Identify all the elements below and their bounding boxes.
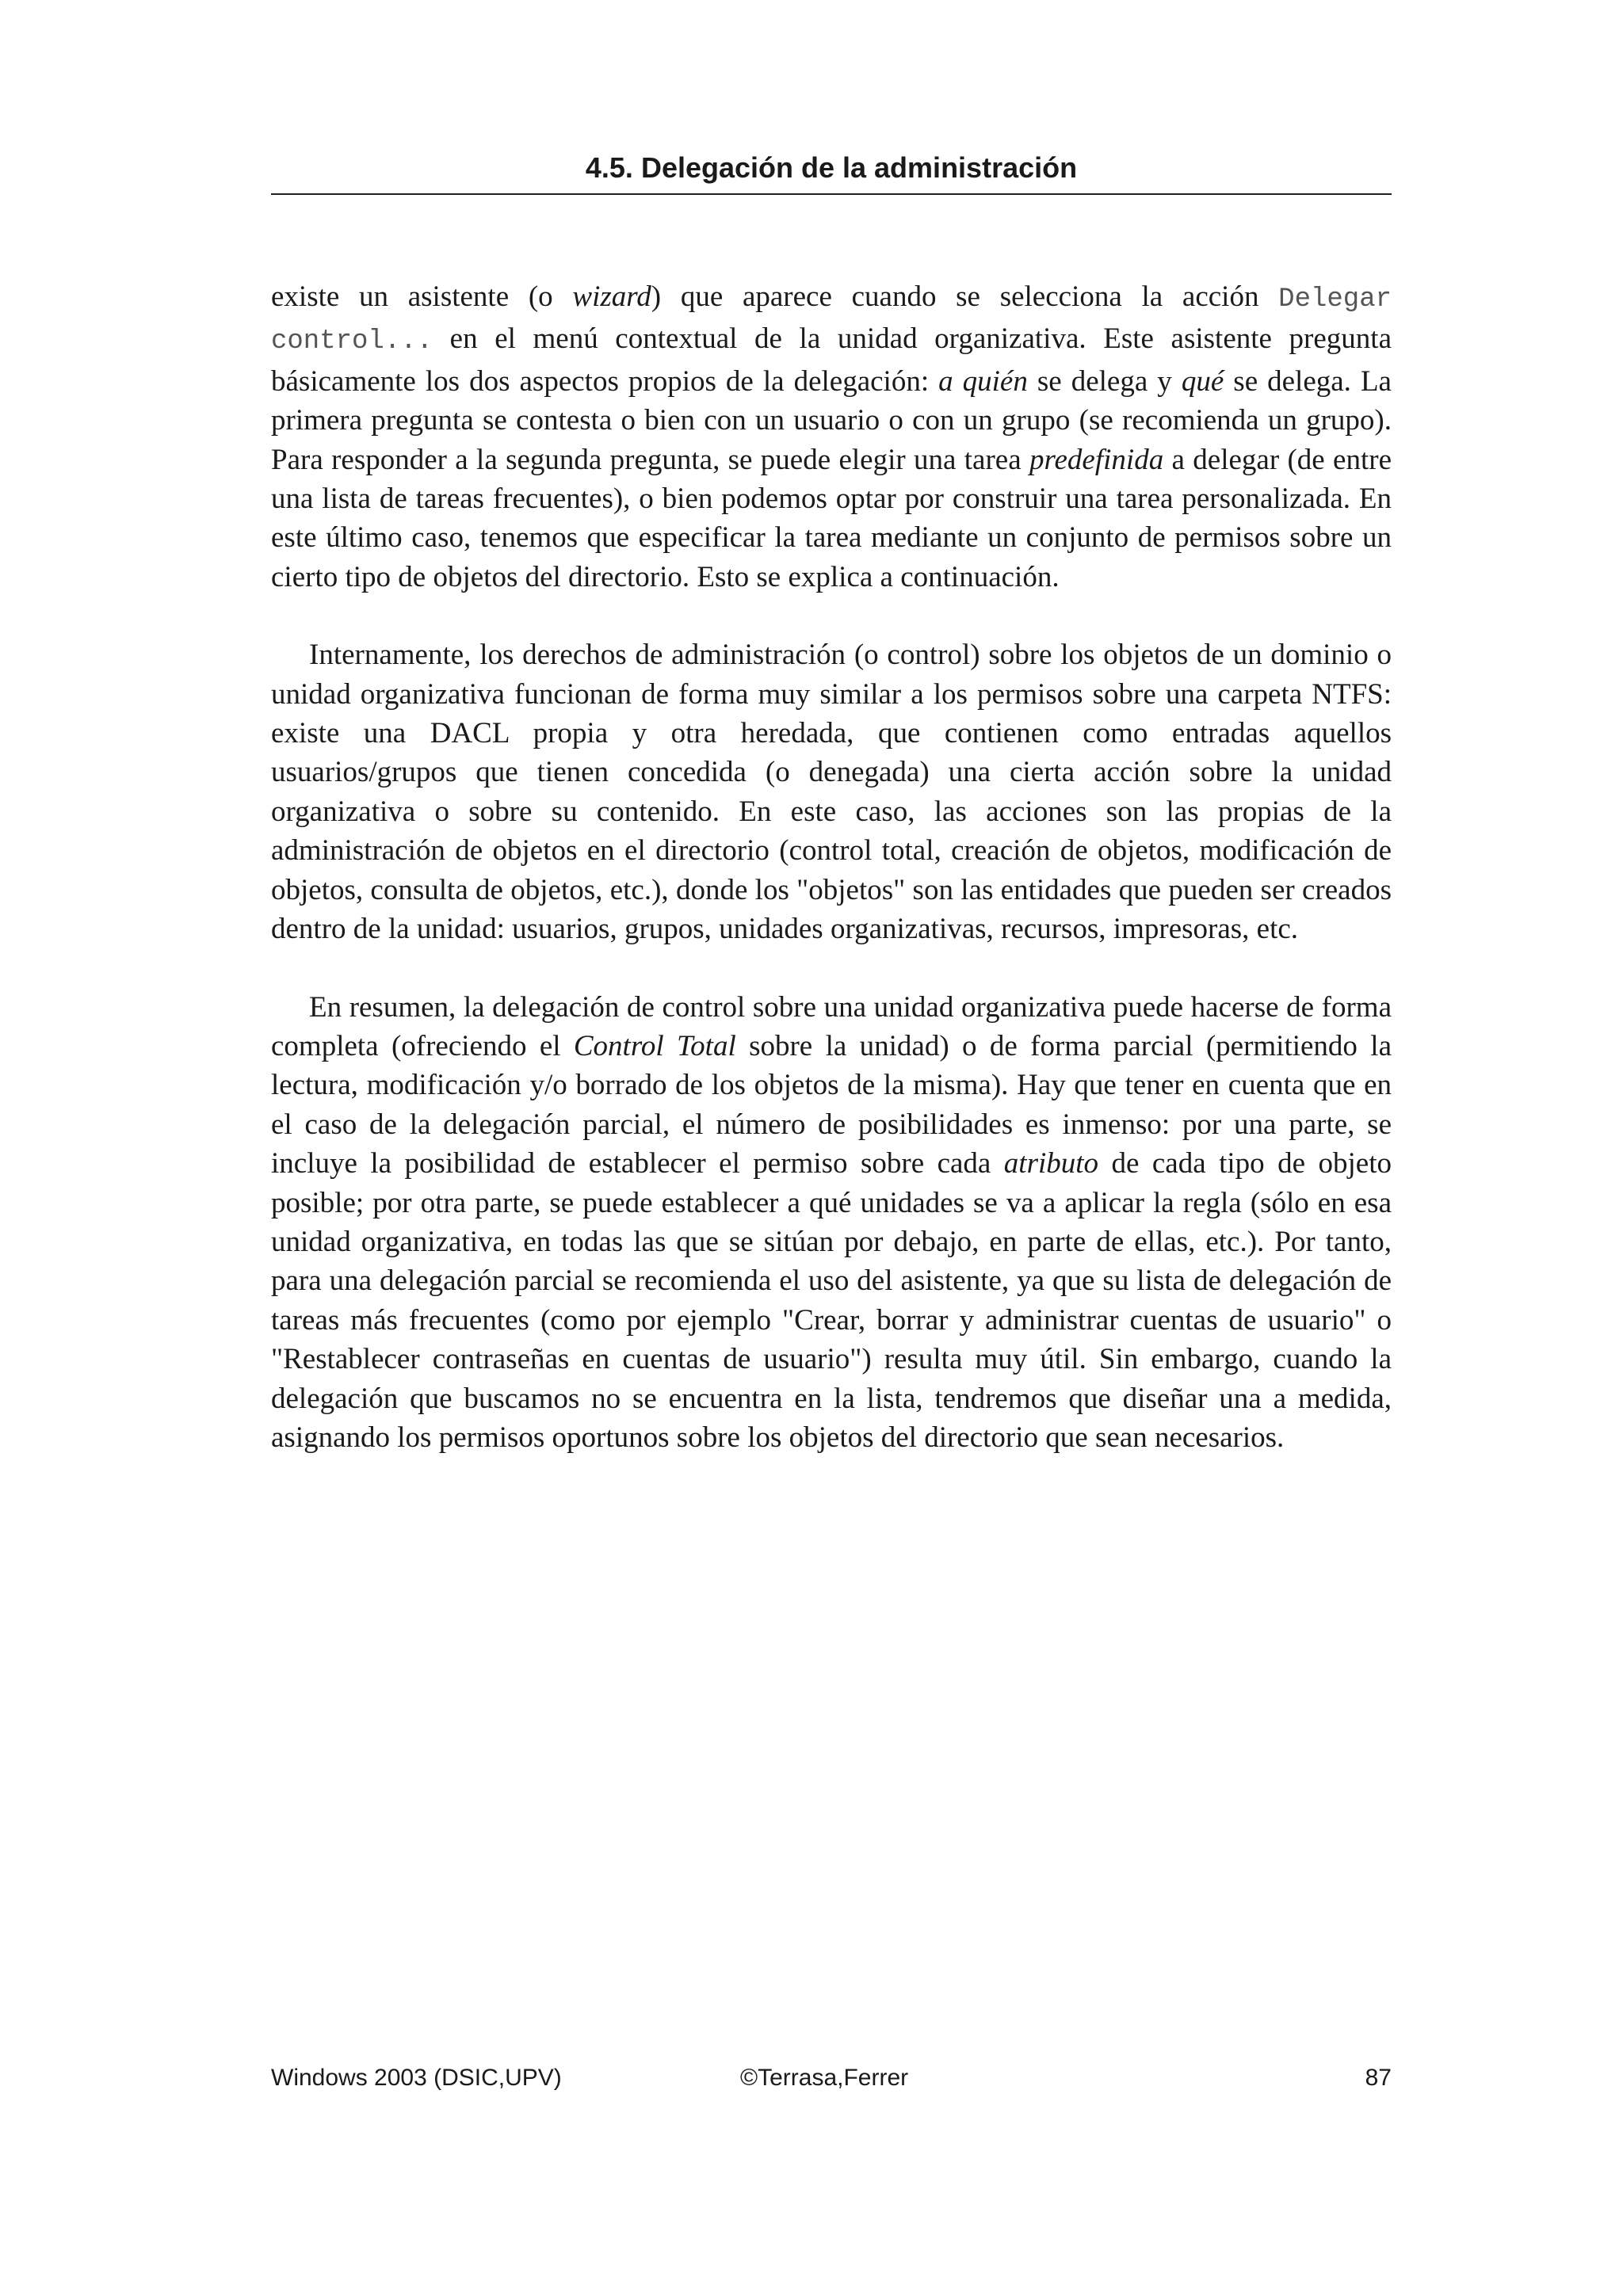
footer-book-title: Windows 2003 (DSIC,UPV) — [271, 2065, 562, 2091]
term-wizard: wizard — [572, 280, 651, 313]
running-header — [271, 143, 1392, 195]
section-title: 4.5. Delegación de la administración — [585, 151, 1078, 184]
paragraph-3-text-c: de cada tipo de objeto posible; por otra parte, se puede establecer a qué unidades se va a aplicar la regla (sólo en esa unidad organizativa, en todas las que se sitúan por debajo, en parte de ellas, etc.). Por tanto, para una delegación parcial se recomienda el uso del asistente, ya que su lista de delegación de tareas más frecuentes (como por ejemplo "Crear, borrar y administrar cuentas de usuario" o "Restablecer contraseñas en cuentas de usuario") resulta muy útil. Sin embargo, cuando la delegación que buscamos no se encuentra en la lista, tendremos que diseñar una a medida, asignando los permisos oportunos sobre los objetos del directorio que sean necesarios. — [271, 1147, 1392, 1454]
page-number: 87 — [1365, 2065, 1392, 2091]
term-atributo: atributo — [1003, 1147, 1099, 1180]
paragraph-3-text-a: En resumen, la delegación de control sobre una unidad organizativa puede hacerse de forma completa (ofreciendo el — [271, 990, 1392, 1062]
paragraph-1-text-b: ) que aparece cuando se selecciona la acción — [651, 280, 1279, 313]
paragraph-3-text-b: sobre la unidad) o de forma parcial (permitiendo la lectura, modificación y/o borrado de los objetos de la misma). Hay que tener en cuenta que en el caso de la delegación parcial, el número de posibilidades es inmenso: por una parte, se incluye la posibilidad de establecer el permiso sobre cada — [271, 1029, 1392, 1180]
term-que: qué — [1181, 364, 1224, 398]
paragraph-2: Internamente, los derechos de administración (o control) sobre los objetos de un dominio o unidad organizativa funcionan de forma muy similar a los permisos sobre una carpeta NTFS: existe una DACL propia y otra heredada, que contienen como entradas aquellos usuarios/grupos que tienen concedida (o denegada) una cierta acción sobre la unidad organizativa o sobre su contenido. En este caso, las acciones son las propias de la administración de objetos en el directorio (control total, creación de objetos, modificación de objetos, consulta de objetos, etc.), donde los "objetos" son las entidades que pueden ser creados dentro de la unidad: usuarios, grupos, unidades organizativas, recursos, impresoras, etc. — [271, 639, 1392, 946]
menu-command-delegar-control: Delegar control... — [271, 284, 1392, 357]
paragraph-1-text-a: existe un asistente (o — [271, 280, 573, 313]
page-footer — [271, 2065, 1392, 2100]
term-a-quien: a quién — [938, 364, 1028, 398]
paragraph-1 — [271, 277, 1392, 597]
footer-authors: ©Terrasa,Ferrer — [740, 2065, 909, 2091]
paragraph-1-text-e: se delega. La primera pregunta se contesta o bien con un usuario o con un grupo (se recomienda un grupo). Para responder a la segunda pregunta, se puede elegir una tarea — [271, 364, 1392, 476]
paragraph-1-text-d: se delega y — [1027, 364, 1182, 398]
paragraph-1-text-f: a delegar (de entre una lista de tareas frecuentes), o bien podemos optar por construir una tarea personalizada. En este último caso, tenemos que especificar la tarea mediante un conjunto de permisos sobre un cierto tipo de objetos del directorio. Esto se explica a continuación. — [271, 443, 1392, 593]
term-predefinida: predefinida — [1029, 443, 1164, 476]
body-text — [271, 277, 1392, 1496]
paragraph-1-text-c: en el menú contextual de la unidad organizativa. Este asistente pregunta básicamente los dos aspectos propios de la delegación: — [271, 322, 1392, 398]
term-control-total: Control Total — [573, 1029, 736, 1062]
paragraph-3 — [271, 988, 1392, 1458]
